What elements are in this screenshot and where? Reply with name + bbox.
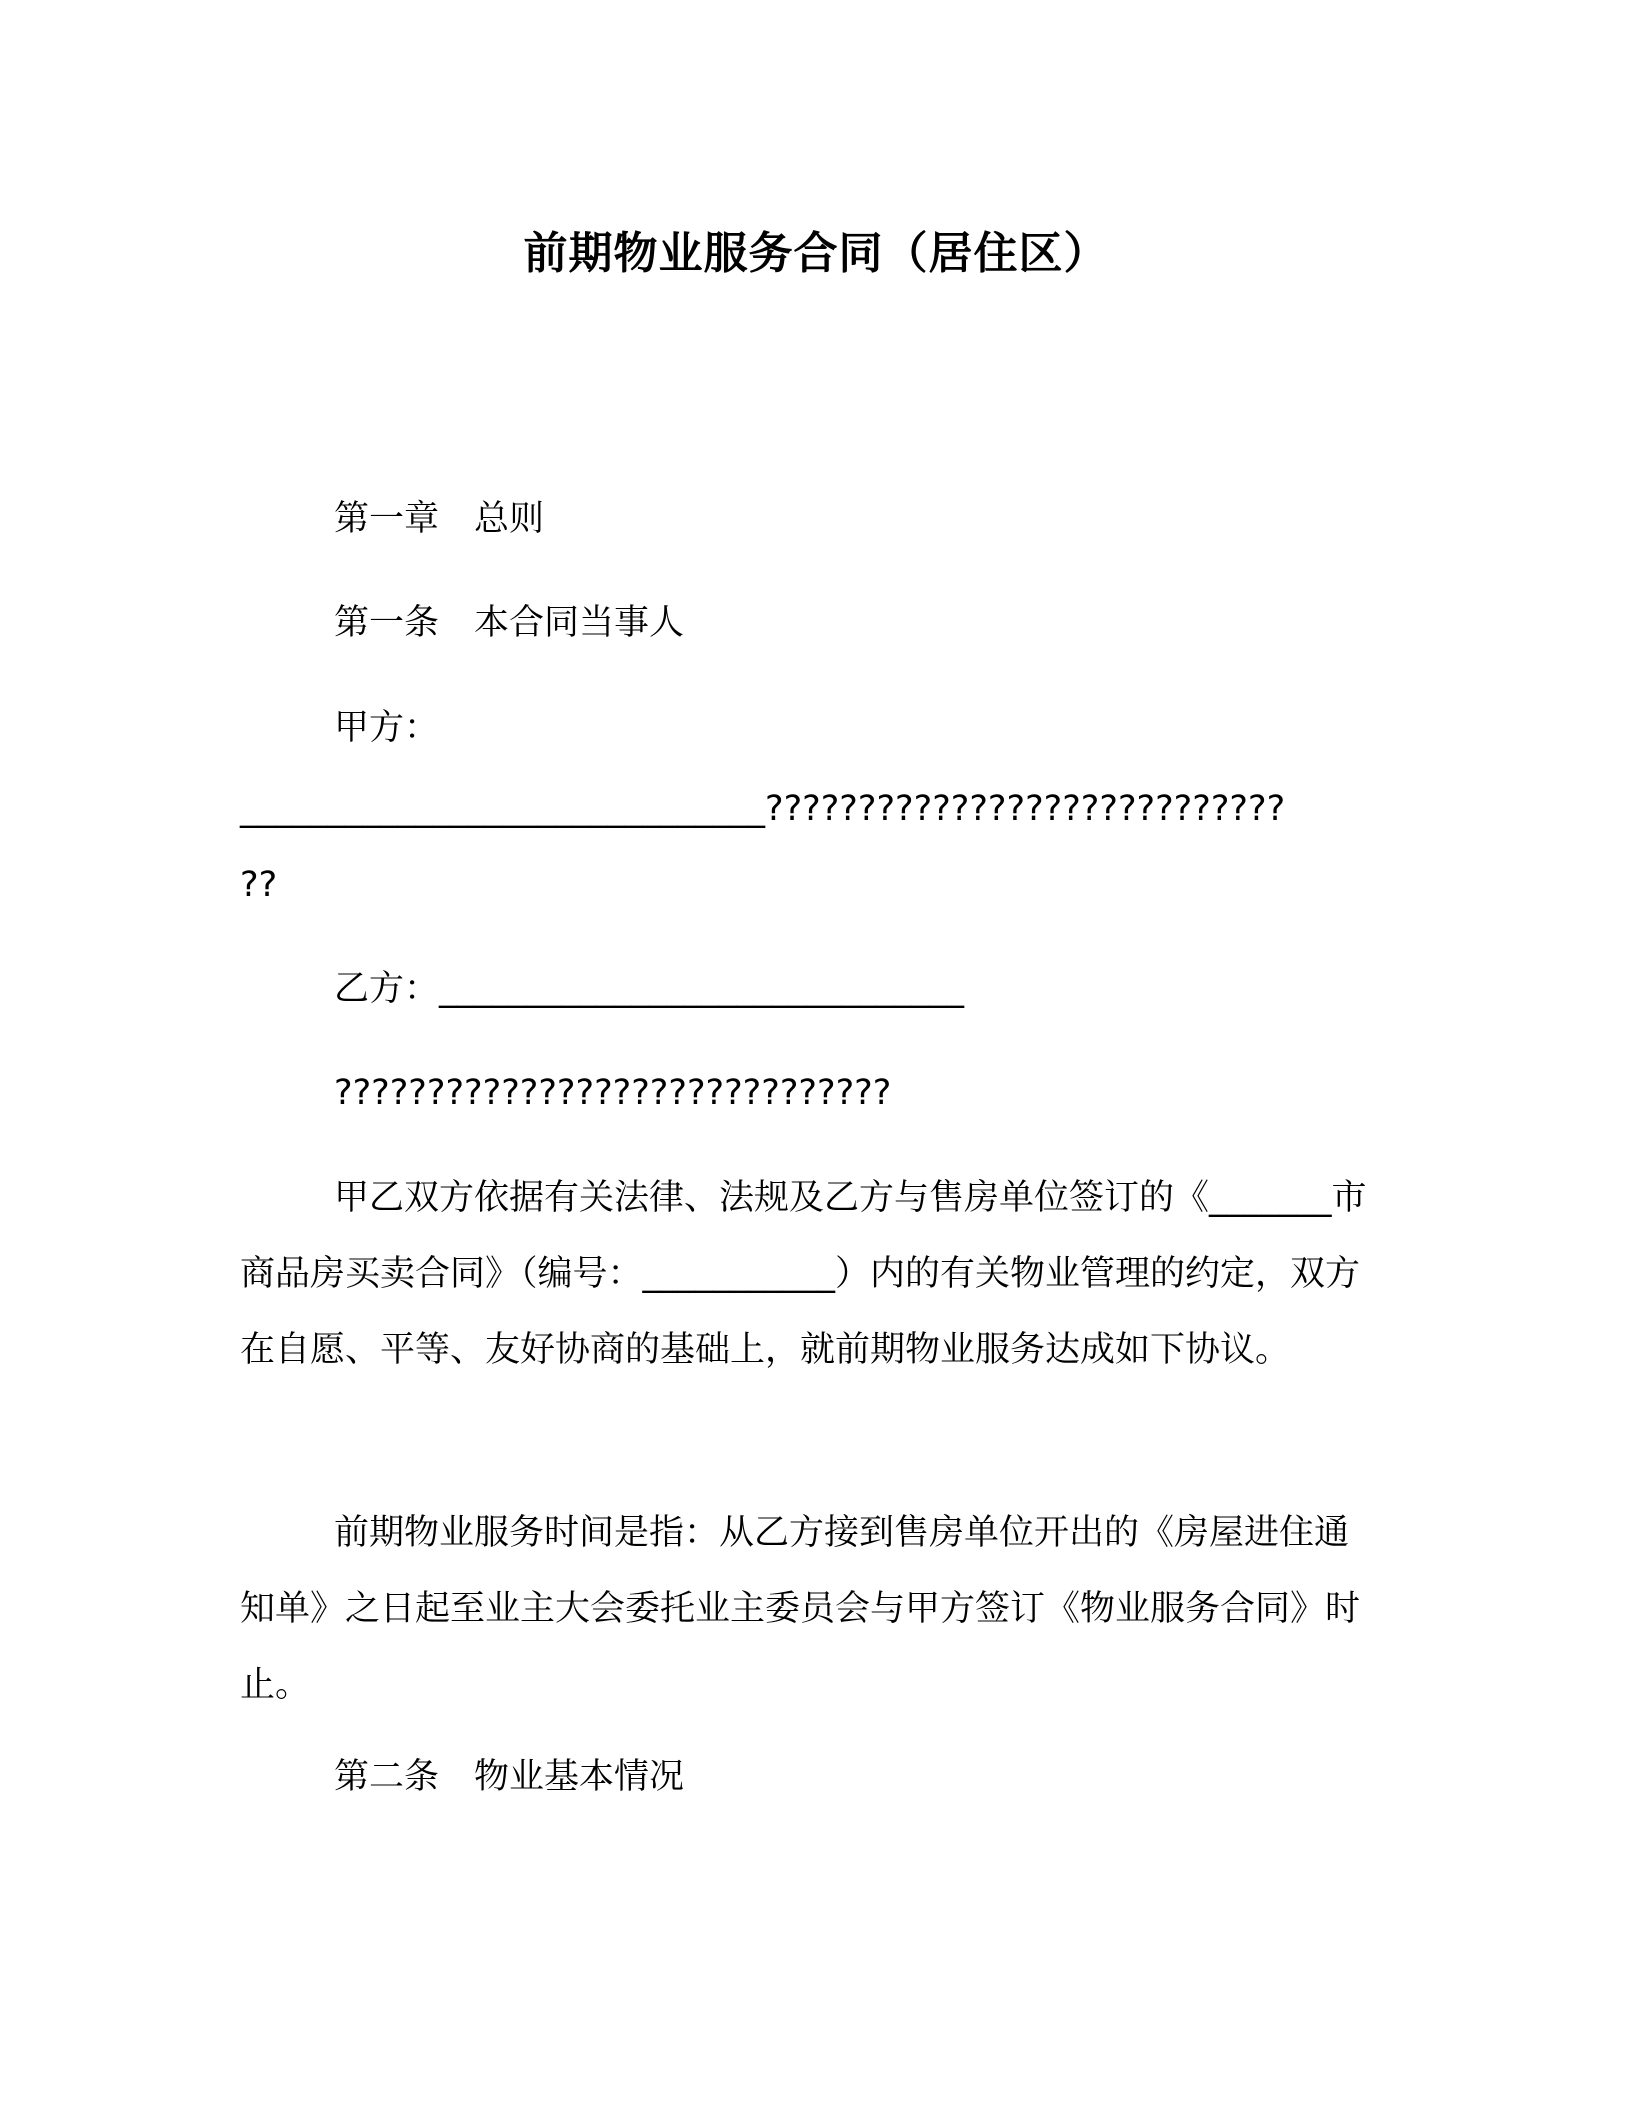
party-a-label: 甲方： [334, 708, 440, 748]
party-b-question-line: ?????????????????????????????? [334, 1073, 892, 1113]
document-title: 前期物业服务合同（居住区） [523, 228, 1109, 279]
paragraph-service-period: 前期物业服务时间是指：从乙方接到售房单位开出的《房屋进住通知单》之日起至业主大会委托业主委员会与甲方签订《物业服务合同》时止。 [240, 1513, 1361, 1705]
party-a-fill-line-continued: ?? [240, 865, 278, 905]
article-2-heading: 第二条 物业基本情况 [334, 1757, 685, 1797]
party-a-fill-line: ______________________________???????????????????????????? [240, 789, 1286, 829]
chapter-heading: 第一章 总则 [334, 499, 545, 539]
party-b-line: 乙方：______________________________ [334, 969, 965, 1009]
paragraph-basis: 甲乙双方依据有关法律、法规及乙方与售房单位签订的《_______市商品房买卖合同》（编号：___________）内的有关物业管理的约定，双方在自愿、平等、友好协商的基础上，就前期物业服务达成如下协议。 [240, 1178, 1367, 1370]
article-1-heading: 第一条 本合同当事人 [334, 603, 685, 643]
